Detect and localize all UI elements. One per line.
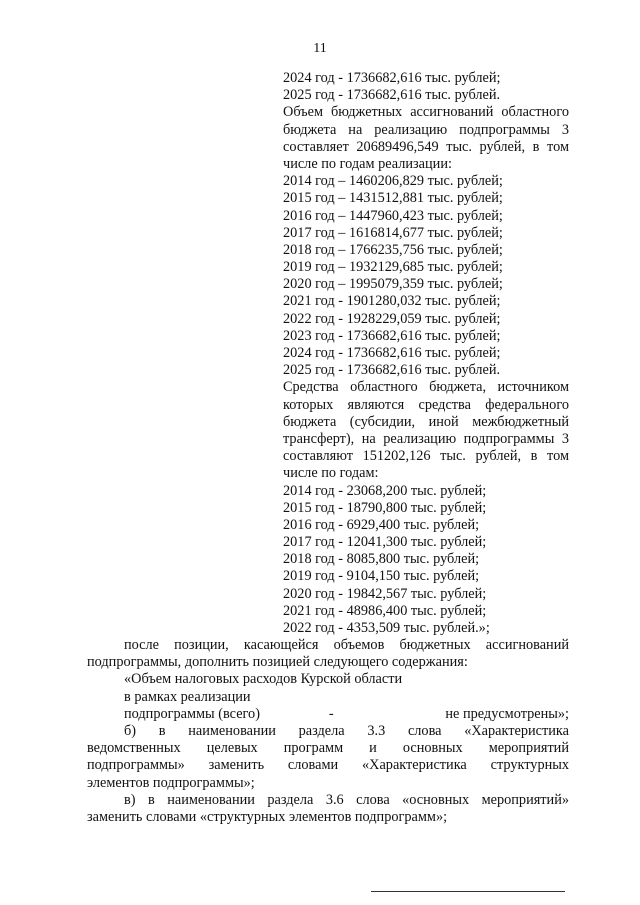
year-line: 2020 год - 19842,567 тыс. рублей; <box>283 585 487 602</box>
year-line: 2022 год - 4353,509 тыс. рублей.»; <box>283 620 490 636</box>
year-line: 2015 год – 1431512,881 тыс. рублей; <box>283 190 503 207</box>
year-line: 2019 год – 1932129,685 тыс. рублей; <box>283 259 503 276</box>
quote-line: «Объем налоговых расходов Курской области <box>124 671 403 688</box>
year-line: 2018 год – 1766235,756 тыс. рублей; <box>283 241 503 258</box>
text-line: числе по годам: <box>283 465 379 482</box>
text-line: Объем бюджетных ассигнований областного <box>283 104 569 121</box>
year-line: 2016 год – 1447960,423 тыс. рублей; <box>283 207 503 224</box>
text-line: ведомственных целевых программ и основных мероприятий <box>87 740 569 757</box>
quote-dash: - <box>328 705 334 722</box>
quote-line: в рамках реализации <box>124 688 251 705</box>
year-line: 2014 год – 1460206,829 тыс. рублей; <box>283 173 503 190</box>
text-line: 2024 год - 1736682,616 тыс. рублей; <box>283 70 501 86</box>
year-line: 2018 год - 8085,800 тыс. рублей; <box>283 551 480 568</box>
text-line: составляет 20689496,549 тыс. рублей, в том <box>283 138 569 155</box>
text-line: Средства областного бюджета, источником <box>283 379 569 396</box>
footer-rule <box>371 891 565 892</box>
text-line: 2025 год - 1736682,616 тыс. рублей. <box>283 87 501 104</box>
text-line: составляют 151202,126 тыс. рублей, в том <box>283 448 569 465</box>
text-line: которых являются средства федерального <box>283 396 569 413</box>
page-number: 11 <box>313 41 327 56</box>
text-line: бюджета (субсидии, иной межбюджетный <box>283 413 569 430</box>
text-line: трансферт), на реализацию подпрограммы 3 <box>283 430 569 447</box>
year-line: 2019 год - 9104,150 тыс. рублей; <box>283 568 480 585</box>
year-line: 2023 год - 1736682,616 тыс. рублей; <box>283 327 501 344</box>
text-line: после позиции, касающейся объемов бюджетных ассигнований <box>124 637 569 653</box>
amendment-text <box>87 637 569 826</box>
text-line: подпрограммы, дополнить позицией следующего содержания: <box>87 654 468 671</box>
year-line: 2016 год - 6929,400 тыс. рублей; <box>283 516 480 533</box>
text-line: б) в наименовании раздела 3.3 слова «Характеристика <box>124 722 569 739</box>
year-line: 2022 год - 1928229,059 тыс. рублей; <box>283 310 501 327</box>
quote-label: подпрограммы (всего) <box>124 705 260 722</box>
year-line: 2017 год – 1616814,677 тыс. рублей; <box>283 224 503 241</box>
text-line: бюджета на реализацию подпрограммы 3 <box>283 121 569 138</box>
year-line: 2017 год - 12041,300 тыс. рублей; <box>283 534 487 551</box>
quote-line <box>87 706 569 723</box>
text-line: заменить словами «структурных элементов подпрограмм»; <box>87 808 448 825</box>
year-line: 2021 год - 48986,400 тыс. рублей; <box>283 602 487 619</box>
year-line: 2025 год - 1736682,616 тыс. рублей. <box>283 362 501 379</box>
year-line: 2015 год - 18790,800 тыс. рублей; <box>283 499 487 516</box>
text-line: элементов подпрограммы»; <box>87 774 255 791</box>
year-line: 2014 год - 23068,200 тыс. рублей; <box>283 482 487 499</box>
text-line: в) в наименовании раздела 3.6 слова «основных мероприятий» <box>124 791 569 808</box>
year-line: 2020 год – 1995079,359 тыс. рублей; <box>283 276 503 293</box>
text-line: подпрограммы» заменить словами «Характеристика структурных <box>87 757 569 774</box>
quote-value: не предусмотрены»; <box>445 705 569 722</box>
funding-column <box>283 70 569 637</box>
text-line: числе по годам реализации: <box>283 155 452 172</box>
year-line: 2024 год - 1736682,616 тыс. рублей; <box>283 345 501 361</box>
year-line: 2021 год - 1901280,032 тыс. рублей; <box>283 293 501 310</box>
